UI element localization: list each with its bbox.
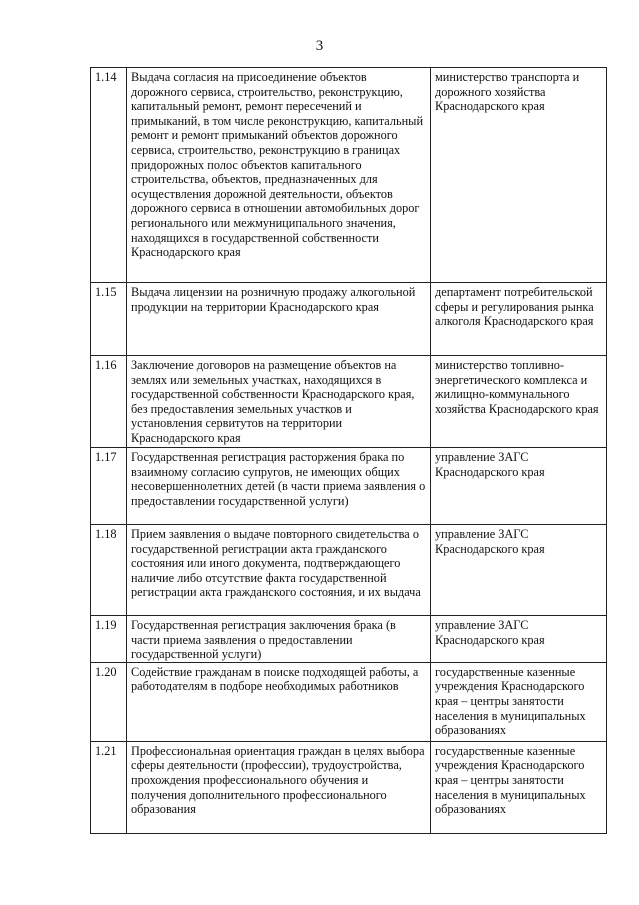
service-name: Профессиональная ориентация граждан в целях выбора сферы деятельности (профессии), трудоустройства, прохождения профессионального обучения и получения дополнительного профессионального образования: [127, 741, 431, 833]
service-name: Заключение договоров на размещение объектов на землях или земельных участках, находящихся в государственной собственности Краснодарского края, без предоставления земельных участков и установления сервитутов на территории Краснодарского края: [127, 356, 431, 448]
row-number: 1.16: [91, 356, 127, 448]
row-number: 1.17: [91, 448, 127, 525]
service-name: Выдача согласия на присоединение объектов дорожного сервиса, строительство, реконструкцию, капитальный ремонт, ремонт пересечений и примыканий, в том числе реконструкцию, капитальный ремонт и ремонт примыканий объектов дорожного сервиса, строительство, реконструкцию в границах придорожных полос объектов капитального строительства, объектов, предназначенных для осуществления дорожной деятельности, объектов дорожного сервиса в отношении автомобильных дорог регионального или межмуниципального значения, находящихся в государственной собственности Краснодарского края: [127, 68, 431, 283]
row-number: 1.18: [91, 525, 127, 616]
row-number: 1.15: [91, 283, 127, 356]
table-row: [91, 525, 607, 616]
service-name: Государственная регистрация заключения брака (в части приема заявления о предоставлении государственной услуги): [127, 616, 431, 663]
responsible-organization: государственные казенные учреждения Краснодарского края – центры занятости населения в муниципальных образованиях: [431, 741, 607, 833]
responsible-organization: управление ЗАГС Краснодарского края: [431, 448, 607, 525]
row-number: 1.19: [91, 616, 127, 663]
table-row: [91, 448, 607, 525]
table-row: [91, 283, 607, 356]
responsible-organization: управление ЗАГС Краснодарского края: [431, 525, 607, 616]
service-name: Выдача лицензии на розничную продажу алкогольной продукции на территории Краснодарского края: [127, 283, 431, 356]
row-number: 1.21: [91, 741, 127, 833]
table-row: [91, 616, 607, 663]
service-name: Государственная регистрация расторжения брака по взаимному согласию супругов, не имеющих общих несовершеннолетних детей (в части приема заявления о предоставлении государственной услуги): [127, 448, 431, 525]
responsible-organization: министерство транспорта и дорожного хозяйства Краснодарского края: [431, 68, 607, 283]
table-row: [91, 662, 607, 741]
services-table: [90, 67, 607, 834]
responsible-organization: департамент потребительской сферы и регулирования рынка алкоголя Краснодарского края: [431, 283, 607, 356]
service-name: Прием заявления о выдаче повторного свидетельства о государственной регистрации акта гражданского состояния или иного документа, подтверждающего наличие либо отсутствие факта государственной регистрации акта гражданского состояния, и их выдача: [127, 525, 431, 616]
table-row: [91, 741, 607, 833]
row-number: 1.14: [91, 68, 127, 283]
responsible-organization: министерство топливно-энергетического комплекса и жилищно-коммунального хозяйства Краснодарского края: [431, 356, 607, 448]
table-row: [91, 356, 607, 448]
table-row: [91, 68, 607, 283]
row-number: 1.20: [91, 662, 127, 741]
service-name: Содействие гражданам в поиске подходящей работы, а работодателям в подборе необходимых работников: [127, 662, 431, 741]
page-number: 3: [315, 38, 324, 54]
responsible-organization: государственные казенные учреждения Краснодарского края – центры занятости населения в муниципальных образованиях: [431, 662, 607, 741]
responsible-organization: управление ЗАГС Краснодарского края: [431, 616, 607, 663]
